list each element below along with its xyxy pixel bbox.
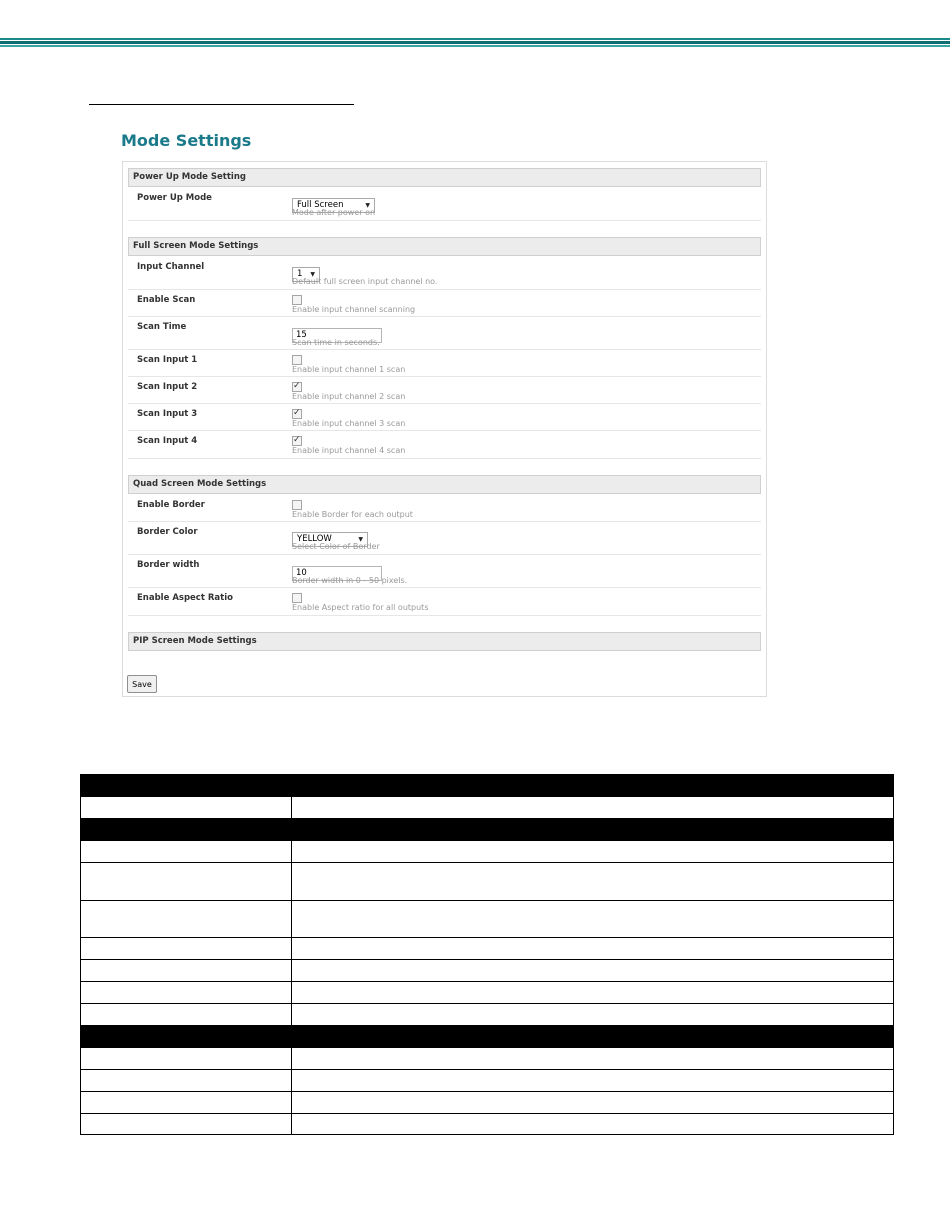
enable-aspect-ratio-checkbox[interactable]: [292, 593, 302, 603]
enable-border-checkbox[interactable]: [292, 500, 302, 510]
table-row: [81, 863, 894, 901]
scan-input-1-label: Scan Input 1: [137, 355, 198, 365]
table-row: [81, 960, 894, 982]
scan-time-row: [128, 317, 761, 350]
border-color-row: [128, 522, 761, 555]
border-width-label: Border width: [137, 560, 200, 570]
enable-scan-help: Enable input channel scanning: [292, 305, 416, 314]
table-row: [81, 1048, 894, 1070]
scan-input-3-row: [128, 404, 761, 431]
table-row: [81, 841, 894, 863]
scan-input-4-label: Scan Input 4: [137, 436, 198, 446]
table-header-row: [81, 1026, 894, 1048]
table-header-row: [81, 775, 894, 797]
input-channel-select[interactable]: 1 ▼: [292, 267, 320, 282]
scan-input-3-checkbox[interactable]: [292, 409, 302, 419]
scan-time-label: Scan Time: [137, 322, 187, 332]
border-color-label: Border Color: [137, 527, 198, 537]
table-row: [81, 1070, 894, 1092]
chevron-down-icon: ▼: [358, 536, 363, 543]
enable-scan-row: [128, 290, 761, 317]
checkmark-icon: ✓: [293, 435, 301, 445]
section-heading-underline: [89, 104, 354, 105]
scan-input-4-row: [128, 431, 761, 459]
scan-input-4-checkbox[interactable]: [292, 436, 302, 446]
top-decorative-bar: [0, 38, 950, 47]
scan-input-1-help: Enable input channel 1 scan: [292, 365, 406, 374]
chevron-down-icon: ▼: [310, 271, 315, 278]
scan-time-input[interactable]: 15: [292, 328, 382, 343]
border-width-row: [128, 555, 761, 588]
enable-border-row: [128, 495, 761, 522]
chevron-down-icon: ▼: [365, 202, 370, 209]
pip-screen-section-header: PIP Screen Mode Settings: [128, 632, 761, 651]
table-row: [81, 797, 894, 819]
input-channel-row: [128, 257, 761, 290]
border-color-help: Select Color of Border: [292, 542, 380, 551]
table-row: [81, 901, 894, 938]
enable-border-help: Enable Border for each output: [292, 510, 413, 519]
scan-input-3-label: Scan Input 3: [137, 409, 198, 419]
page-title: Mode Settings: [121, 131, 252, 150]
scan-input-1-checkbox[interactable]: [292, 355, 302, 365]
border-width-help: Border width in 0 - 50 pixels.: [292, 576, 408, 585]
power-up-mode-select[interactable]: Full Screen ▼: [292, 198, 375, 213]
border-width-input[interactable]: 10: [292, 566, 382, 581]
table-row: [81, 1092, 894, 1114]
border-color-select[interactable]: YELLOW ▼: [292, 532, 368, 547]
power-up-mode-row: [128, 188, 761, 221]
quad-screen-section-header: Quad Screen Mode Settings: [128, 475, 761, 494]
scan-input-1-row: [128, 350, 761, 377]
power-up-mode-label: Power Up Mode: [137, 193, 212, 203]
power-up-section-header: Power Up Mode Setting: [128, 168, 761, 187]
table-row: [81, 982, 894, 1004]
checkmark-icon: ✓: [293, 381, 301, 391]
scan-input-4-help: Enable input channel 4 scan: [292, 446, 406, 455]
enable-aspect-ratio-row: [128, 588, 761, 616]
settings-description-table: [80, 774, 894, 1135]
full-screen-section-header: Full Screen Mode Settings: [128, 237, 761, 256]
scan-input-2-checkbox[interactable]: [292, 382, 302, 392]
table-row: [81, 1004, 894, 1026]
table-header-row: [81, 819, 894, 841]
scan-input-2-help: Enable input channel 2 scan: [292, 392, 406, 401]
power-up-mode-help: Mode after power on: [292, 208, 376, 217]
scan-input-3-help: Enable input channel 3 scan: [292, 419, 406, 428]
scan-input-2-row: [128, 377, 761, 404]
enable-scan-checkbox[interactable]: [292, 295, 302, 305]
mode-settings-panel: [122, 161, 767, 697]
input-channel-help: Default full screen input channel no.: [292, 277, 438, 286]
checkmark-icon: ✓: [293, 408, 301, 418]
enable-aspect-ratio-label: Enable Aspect Ratio: [137, 593, 233, 603]
enable-scan-label: Enable Scan: [137, 295, 196, 305]
input-channel-label: Input Channel: [137, 262, 205, 272]
table-row: [81, 938, 894, 960]
scan-time-help: Scan time in seconds.: [292, 338, 380, 347]
table-row: [81, 1114, 894, 1135]
save-button[interactable]: Save: [127, 675, 157, 693]
enable-border-label: Enable Border: [137, 500, 205, 510]
scan-input-2-label: Scan Input 2: [137, 382, 198, 392]
enable-aspect-ratio-help: Enable Aspect ratio for all outputs: [292, 603, 429, 612]
